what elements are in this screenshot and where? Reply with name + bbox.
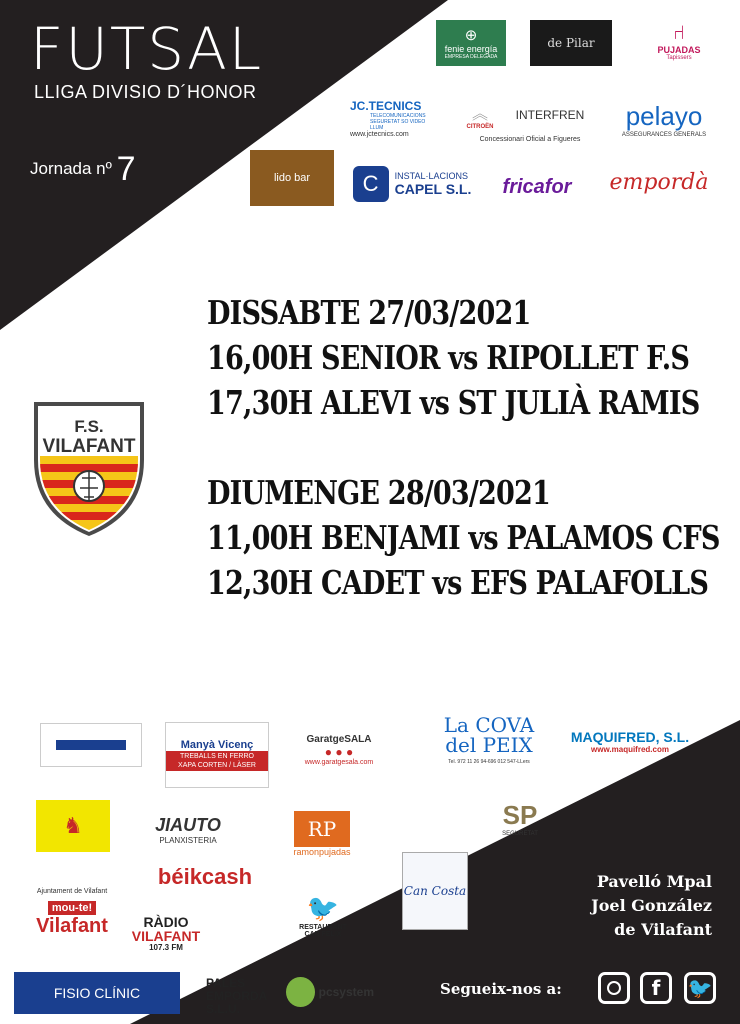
sponsor-pilar: de Pilar xyxy=(530,20,612,66)
club-crest-logo xyxy=(30,398,148,538)
sponsor-pcsystem: pcsystem xyxy=(286,972,374,1012)
pcsystem-logo-icon xyxy=(286,977,315,1007)
sponsor-can-felix: 🐦 RESTAURANT CAN FELIX xyxy=(299,892,347,938)
sponsor-rooster-logo xyxy=(36,800,110,852)
sponsor-pales-emporda: PALES EMPORDÀ S.L.U. xyxy=(206,975,268,1016)
match-3: 11,00H BENJAMI vs PALAMOS CFS xyxy=(207,518,720,557)
sponsor-emporda: empordà xyxy=(609,169,709,195)
sponsor-la-cova-del-peix: La COVA del PEIX Tel. 972 11 26 94-696 012 547-LLers xyxy=(443,713,535,765)
sponsor-citroen: ︽ CITROËN xyxy=(458,98,502,132)
league-subtitle: LLIGA DIVISIO D´HONOR xyxy=(34,82,257,102)
venue-line-3: de Vilafant xyxy=(614,920,712,939)
sponsor-manya-vicenc: Manyà Vicenç TREBALLS EN FERRO XAPA CORTEN / LÀSER xyxy=(165,722,269,788)
sponsor-can-costa: Can Costa xyxy=(402,852,468,930)
venue-info xyxy=(591,870,712,942)
follow-us-label: Segueix-nos a: xyxy=(440,980,562,998)
crest-text-1: F.S. xyxy=(74,417,104,436)
page-title: FUTSAL xyxy=(30,15,264,83)
sponsor-ramon-pujadas: RP ramonpujadas xyxy=(282,806,362,862)
facebook-icon[interactable]: f xyxy=(640,972,672,1004)
jornada-text: Jornada nº xyxy=(30,158,112,178)
venue-line-1: Pavelló Mpal xyxy=(596,872,712,891)
fenie-icon: ⊕ xyxy=(464,27,478,44)
match-1: 16,00H SENIOR vs RIPOLLET F.S xyxy=(207,338,690,377)
crest-text-2: VILAFANT xyxy=(42,436,136,457)
venue-line-2: Joel González xyxy=(591,896,712,915)
day1-header: DISSABTE 27/03/2021 xyxy=(207,293,531,332)
instagram-icon[interactable] xyxy=(598,972,630,1004)
chair-icon: ⑁ xyxy=(673,21,685,44)
sponsor-stripe xyxy=(56,740,126,750)
sponsor-jctecnics: JC.TECNICS TELECOMUNICACIONS SEGURETAT SO VIDEO LLUM www.jctecnics.com xyxy=(350,98,426,138)
sponsor-garatge-sala: GaratgeSALA ● ● ● www.garatgesala.com xyxy=(304,734,374,766)
day2-header: DIUMENGE 28/03/2021 xyxy=(207,473,551,512)
sponsor-sp-seguretat: SP SEGURETAT xyxy=(502,799,538,837)
sp-logo-icon: SP xyxy=(502,799,538,830)
citroen-chevrons-icon: ︽ xyxy=(471,105,488,123)
rooster-icon: ♞ xyxy=(63,813,83,838)
sponsor-pelayo: pelayo ASSEGURANCES GENERALS xyxy=(621,100,707,138)
sponsor-ajuntament-vilafant: Ajuntament de Vilafant mou-te! Vilafant xyxy=(36,888,108,937)
sponsor-capel: C INSTAL·LACIONS CAPEL S.L. xyxy=(350,162,474,206)
jornada-number: 7 xyxy=(116,150,136,188)
match-4: 12,30H CADET vs EFS PALAFOLLS xyxy=(207,563,709,602)
car-brands-icon: ● ● ● xyxy=(324,745,354,759)
jornada-label xyxy=(30,150,135,189)
twitter-icon[interactable]: 🐦 xyxy=(684,972,716,1004)
sponsor-fisio-clinic: FISIO CLÍNIC xyxy=(14,972,180,1014)
sponsor-jiauto: JIAUTO PLANXISTERIA xyxy=(155,815,221,845)
rp-logo-icon: RP xyxy=(294,811,350,847)
sponsor-lido-bar: lido bar xyxy=(250,150,334,206)
woodpecker-icon: 🐦 xyxy=(306,892,340,923)
sponsor-radio-vilafant: RÀDIO VILAFANT 107.3 FM xyxy=(131,913,201,952)
sponsor-pujadas: ⑁ PUJADAS Tapissers xyxy=(657,21,701,61)
capel-logo-icon: C xyxy=(353,166,389,202)
sponsor-interfren: INTERFREN Concessionari Oficial a Figueres xyxy=(479,107,585,143)
sponsor-fricafor: fricafor xyxy=(502,175,572,198)
sponsor-fenie-energia: ⊕ fenie energía EMPRESA DELEGADA xyxy=(436,20,506,66)
match-2: 17,30H ALEVI vs ST JULIÀ RAMIS xyxy=(207,383,700,422)
sponsor-maquifred: MAQUIFRED, S.L. www.maquifred.com xyxy=(570,728,690,754)
sponsor-beikcash: béikcash xyxy=(157,864,253,889)
sponsor-construccions xyxy=(40,723,142,767)
